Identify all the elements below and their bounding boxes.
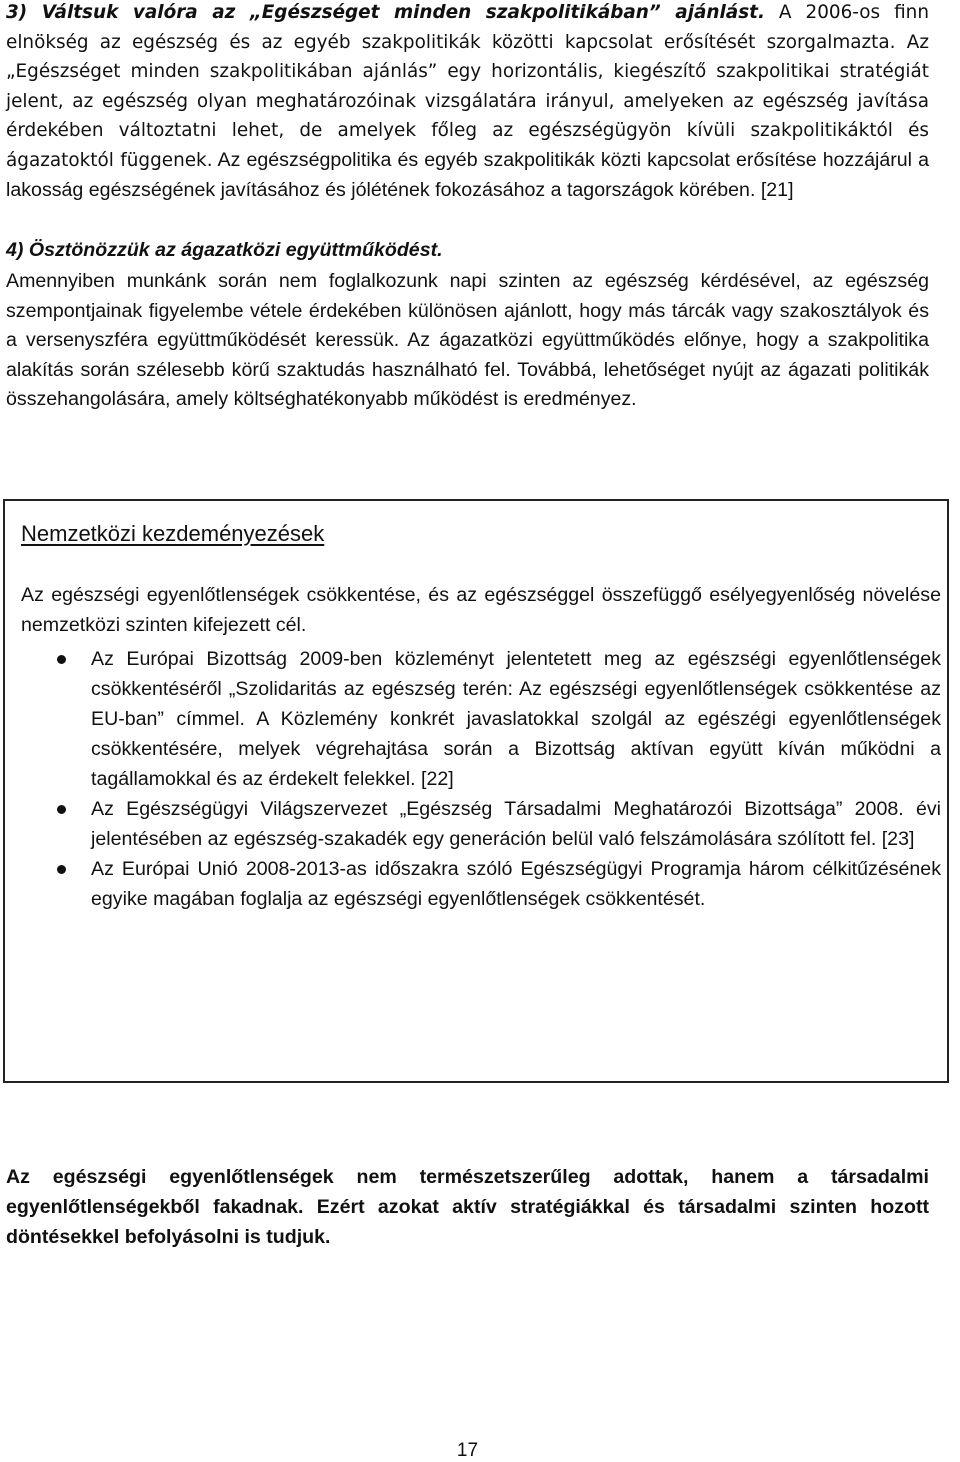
section-3-heading: 3) Váltsuk valóra az „Egészséget minden szakpolitikában” ajánlást.: [6, 2, 765, 23]
list-item: [21, 794, 941, 854]
list-item: [21, 854, 941, 914]
section-3-text: A 2006-os finn elnökség az egészség és az egyéb szakpolitikák közötti kapcsolat erősítését szorgalmazta. Az „Egészséget minden szakpolitikában ajánlás” egy horizontális, kiegészítő szakpolitikai stratégiát jelent, az egészség olyan meghatározóinak vizsgálatára irányul, amelyeken az egészség javítása érdekében változtatni lehet, de amelyek főleg az egészségügyön kívüli szakpolitikáktól és ágazatoktól függenek.: [6, 2, 929, 171]
section-3-paragraph: [6, 0, 929, 205]
page-number: 17: [456, 1440, 479, 1461]
list-item-text: Az Egészségügyi Világszervezet „Egészség Társadalmi Meghatározói Bizottsága” 2008. évi jelentésében az egészség-szakadék egy generáción belül való felszámolására szólított fel. [23]: [91, 798, 941, 850]
international-initiatives-box: [3, 499, 949, 1083]
initiatives-list: [21, 644, 941, 914]
bullet-icon: [57, 805, 66, 814]
section-4-heading: 4) Ösztönözzük az ágazatközi együttműködést.: [6, 239, 443, 261]
box-title: Nemzetközi kezdeményezések: [21, 521, 325, 546]
bullet-icon: [57, 655, 66, 664]
list-item: [21, 644, 941, 794]
bullet-icon: [57, 865, 66, 874]
section-4-paragraph: Amennyiben munkánk során nem foglalkozunk napi szinten az egészség kérdésével, az egészség szempontjainak figyelembe vétele érdekében különösen ajánlott, hogy más tárcák vagy szakosztályok és a versenyszféra együttműködését keressük. Az ágazatközi együttműködés előnye, hogy a szakpolitika alakítás során szélesebb körű szaktudás használható fel. Továbbá, lehetőséget nyújt az ágazati politikák összehangolására, amely költséghatékonyabb működést is eredményez.: [6, 270, 929, 411]
list-item-text: Az Európai Bizottság 2009-ben közleményt jelentetett meg az egészségi egyenlőtlenségek csökkentéséről „Szolidaritás az egészség terén: Az egészségi egyenlőtlenségek csökkentése az EU-ban” címmel. A Közlemény konkrét javaslatokkal szolgál az egészégi egyenlőtlenségek csökkentésére, melyek végrehajtása során a Bizottság aktívan együtt kíván működni a tagállamokkal és az érdekelt felekkel. [22]: [91, 648, 941, 790]
section-3-text-continued: Az egészségpolitika és egyéb szakpolitikák közti kapcsolat erősítése hozzájárul a lakosság egészségének javításához és jólétének fokozásához a tagországok körében. [21]: [6, 148, 929, 201]
list-item-text: Az Európai Unió 2008-2013-as időszakra szóló Egészségügyi Programja három célkitűzésének egyike magában foglalja az egészségi egyenlőtlenségek csökkentését.: [91, 858, 941, 910]
box-intro: Az egészségi egyenlőtlenségek csökkentése, és az egészséggel összefüggő esélyegyenlőség növelése nemzetközi szinten kifejezett cél.: [21, 584, 941, 636]
conclusion-paragraph: Az egészségi egyenlőtlenségek nem természetszerűleg adottak, hanem a társadalmi egyenlőtlenségekből fakadnak. Ezért azokat aktív stratégiákkal és társadalmi szinten hozott döntésekkel befolyásolni is tudjuk.: [6, 1166, 929, 1248]
